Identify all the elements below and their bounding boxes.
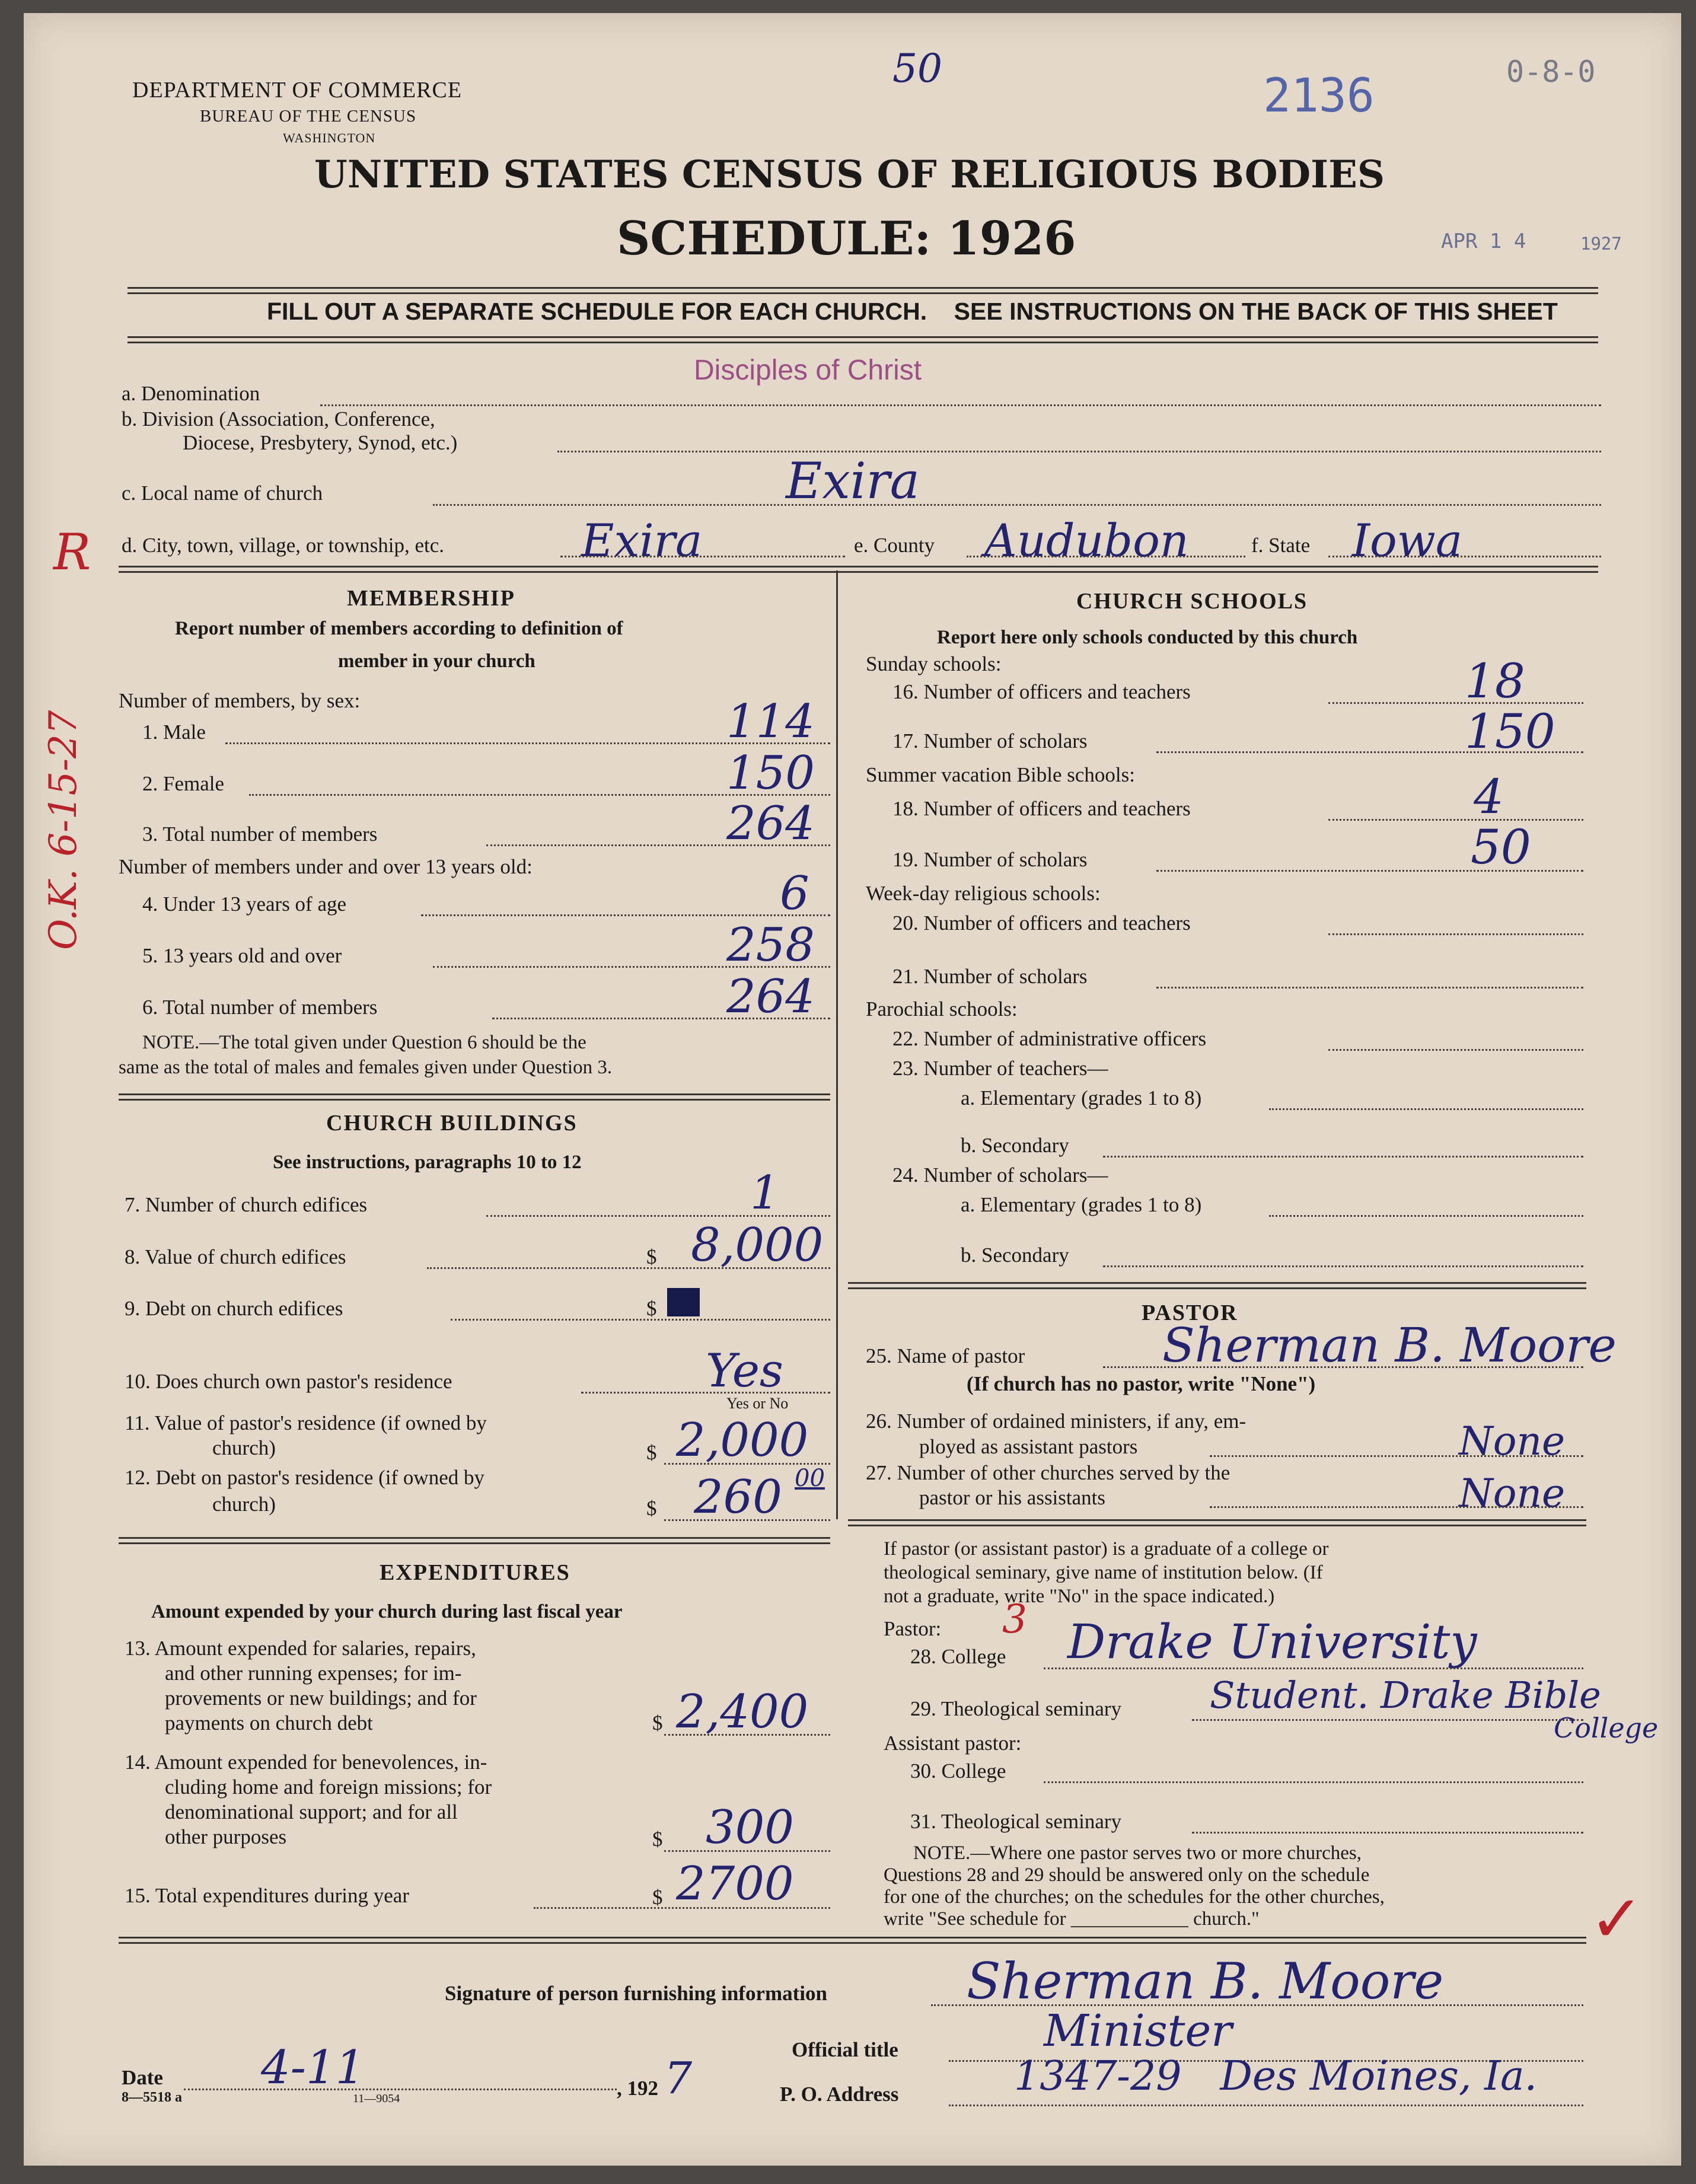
grad-note-2: theological seminary, give name of institution below. (If <box>884 1562 1323 1583</box>
date-value[interactable]: 4-11 <box>261 2041 365 2094</box>
official-title-label: Official title <box>792 2038 898 2061</box>
q16-value[interactable]: 18 <box>1465 653 1525 709</box>
q24-label: 24. Number of scholars— <box>892 1163 1108 1187</box>
q16-label: 16. Number of officers and teachers <box>892 680 1191 703</box>
q8-line <box>427 1267 830 1269</box>
q12-dollar: $ <box>646 1497 657 1520</box>
q13-line-4: payments on church debt <box>165 1711 373 1735</box>
margin-mark: R <box>53 523 91 581</box>
q12-line <box>664 1519 830 1521</box>
q23b-line <box>1103 1156 1583 1158</box>
q10-hint: Yes or No <box>726 1395 789 1412</box>
division-label-2: Diocese, Presbytery, Synod, etc.) <box>183 431 458 454</box>
q12-value[interactable]: 260 <box>694 1471 782 1524</box>
q28-line <box>1044 1668 1583 1669</box>
address-label: P. O. Address <box>780 2083 899 2106</box>
sunday-schools: Sunday schools: <box>866 652 1002 675</box>
q23-label: 23. Number of teachers— <box>892 1057 1108 1080</box>
q20-line <box>1328 933 1583 935</box>
q12-label-1: 12. Debt on pastor's residence (if owned by <box>125 1466 484 1489</box>
q15-dollar: $ <box>652 1886 663 1909</box>
membership-note-2: same as the total of males and females given under Question 3. <box>119 1057 613 1078</box>
q12-cents: 00 <box>795 1465 825 1492</box>
signature-line <box>931 2004 1583 2006</box>
q26-label-1: 26. Number of ordained ministers, if any, em- <box>866 1410 1247 1433</box>
pastor-note-2: Questions 28 and 29 should be answered only on the schedule <box>884 1864 1370 1886</box>
q8-value[interactable]: 8,000 <box>691 1219 824 1272</box>
schools-heading: CHURCH SCHOOLS <box>1076 589 1308 614</box>
q14-rule <box>664 1850 830 1852</box>
q3-value[interactable]: 264 <box>726 797 815 850</box>
q19-value[interactable]: 50 <box>1471 820 1531 875</box>
q14-value[interactable]: 300 <box>706 1801 794 1854</box>
q6-label: 6. Total number of members <box>142 996 378 1019</box>
city-line <box>560 556 845 557</box>
received-date-stamp: APR 1 4 <box>1441 229 1526 253</box>
file-code: 0-8-0 <box>1506 55 1596 89</box>
pastor-heading: PASTOR <box>1142 1300 1238 1325</box>
county-line <box>967 556 1245 557</box>
q13-value[interactable]: 2,400 <box>676 1685 809 1739</box>
bureau-name: BUREAU OF THE CENSUS <box>200 107 417 126</box>
form-title: UNITED STATES CENSUS OF RELIGIOUS BODIES <box>314 152 1385 197</box>
q10-label: 10. Does church own pastor's residence <box>125 1370 452 1393</box>
page-number: 50 <box>892 46 942 91</box>
q17-line <box>1156 751 1583 753</box>
q14-dollar: $ <box>652 1828 663 1851</box>
members-by-sex: Number of members, by sex: <box>119 689 361 712</box>
q31-label: 31. Theological seminary <box>910 1810 1122 1833</box>
form-number: 8—5518 a <box>122 2090 182 2105</box>
parochial-schools: Parochial schools: <box>866 997 1018 1021</box>
q6-value[interactable]: 264 <box>726 970 815 1024</box>
asst-pastor-sub: Assistant pastor: <box>884 1732 1022 1755</box>
q25-label: 25. Name of pastor <box>866 1344 1025 1367</box>
q25-line <box>1103 1366 1583 1368</box>
address-line <box>949 2105 1583 2106</box>
q24a-label: a. Elementary (grades 1 to 8) <box>961 1193 1202 1216</box>
q19-line <box>1156 870 1583 872</box>
buildings-rule <box>119 1537 830 1544</box>
column-divider <box>836 570 838 1519</box>
year-value[interactable]: 7 <box>664 2053 693 2104</box>
members-by-age: Number of members under and over 13 years old: <box>119 855 533 878</box>
q27-label-1: 27. Number of other churches served by the <box>866 1461 1230 1484</box>
q21-line <box>1156 987 1583 989</box>
q18-label: 18. Number of officers and teachers <box>892 797 1191 820</box>
q13-dollar: $ <box>652 1711 663 1735</box>
q27-line <box>1210 1506 1583 1508</box>
q23a-label: a. Elementary (grades 1 to 8) <box>961 1086 1202 1109</box>
pastor-note-4: write "See schedule for ____________ church." <box>884 1908 1260 1930</box>
pastor-note-1: NOTE.—Where one pastor serves two or more churches, <box>913 1842 1362 1864</box>
q3-label: 3. Total number of members <box>142 822 378 846</box>
grad-note-1: If pastor (or assistant pastor) is a graduate of a college or <box>884 1538 1329 1560</box>
q15-rule <box>534 1907 830 1909</box>
q13-line-3: provements or new buildings; and for <box>165 1686 477 1710</box>
q29-value-2: College <box>1554 1712 1659 1744</box>
q2-label: 2. Female <box>142 772 225 795</box>
q25-value[interactable]: Sherman B. Moore <box>1162 1318 1617 1373</box>
q28-value[interactable]: Drake University <box>1067 1614 1477 1669</box>
q18-line <box>1328 819 1583 821</box>
expenditures-heading: EXPENDITURES <box>380 1560 570 1585</box>
q24b-label: b. Secondary <box>961 1244 1069 1267</box>
city-value[interactable]: Exira <box>581 514 703 567</box>
q5-line <box>433 966 830 968</box>
state-value[interactable]: Iowa <box>1352 514 1463 567</box>
q1-line <box>225 742 830 744</box>
q17-value[interactable]: 150 <box>1465 704 1555 759</box>
q20-label: 20. Number of officers and teachers <box>892 911 1191 935</box>
q13-line-2: and other running expenses; for im- <box>165 1662 462 1685</box>
official-title-value[interactable]: Minister <box>1044 2006 1232 2057</box>
state-line <box>1328 556 1601 557</box>
local-name-line <box>433 504 1601 506</box>
q31-line <box>1192 1832 1583 1834</box>
q28-mark: 3 <box>1002 1596 1027 1642</box>
q27-label-2: pastor or his assistants <box>919 1486 1106 1509</box>
q26-label-2: ployed as assistant pastors <box>919 1435 1138 1458</box>
q22-label: 22. Number of administrative officers <box>892 1027 1207 1050</box>
date-label: Date <box>122 2066 163 2089</box>
local-name-label: c. Local name of church <box>122 482 323 505</box>
q11-value[interactable]: 2,000 <box>676 1414 809 1467</box>
q11-label-2: church) <box>212 1436 276 1459</box>
schools-sub: Report here only schools conducted by this church <box>937 627 1358 648</box>
q4-value[interactable]: 6 <box>780 867 809 920</box>
address-value[interactable]: 1347-29 Des Moines, Ia. <box>1014 2053 1538 2100</box>
q12-label-2: church) <box>212 1493 276 1516</box>
q18-value[interactable]: 4 <box>1474 769 1504 824</box>
county-label: e. County <box>854 534 935 557</box>
city-label: d. City, town, village, or township, etc. <box>122 534 445 557</box>
header-rule <box>127 287 1598 294</box>
q24a-line <box>1269 1215 1583 1217</box>
q14-line-3: denominational support; and for all <box>165 1800 458 1823</box>
county-value[interactable]: Audubon <box>984 514 1189 567</box>
q9-label: 9. Debt on church edifices <box>125 1297 343 1320</box>
q13-line-1: 13. Amount expended for salaries, repairs, <box>125 1637 476 1660</box>
q30-label: 30. College <box>910 1759 1006 1783</box>
date-line <box>184 2089 617 2090</box>
q17-label: 17. Number of scholars <box>892 729 1088 753</box>
q22-line <box>1328 1049 1583 1051</box>
q14-line-4: other purposes <box>165 1825 287 1848</box>
division-line <box>557 451 1601 452</box>
membership-heading: MEMBERSHIP <box>347 586 515 611</box>
check-mark: ✓ <box>1589 1881 1644 1957</box>
q29-line <box>1192 1719 1583 1721</box>
q11-dollar: $ <box>646 1441 657 1464</box>
q7-label: 7. Number of church edifices <box>125 1193 368 1216</box>
q3-line <box>486 844 830 846</box>
q8-label: 8. Value of church edifices <box>125 1245 346 1268</box>
q15-label: 15. Total expenditures during year <box>125 1884 409 1907</box>
q23a-line <box>1269 1108 1583 1110</box>
q29-label: 29. Theological seminary <box>910 1697 1122 1720</box>
q13-rule <box>664 1734 830 1736</box>
division-label-1: b. Division (Association, Conference, <box>122 407 435 431</box>
q26-line <box>1210 1455 1583 1457</box>
q4-line <box>421 914 830 916</box>
expenditures-sub: Amount expended by your church during last fiscal year <box>151 1601 623 1622</box>
instruction-rule <box>127 336 1598 343</box>
q21-label: 21. Number of scholars <box>892 965 1088 988</box>
q7-line <box>486 1215 830 1217</box>
q7-value[interactable]: 1 <box>750 1166 780 1220</box>
membership-note-1: NOTE.—The total given under Question 6 should be the <box>142 1032 586 1053</box>
stamp-number: 2136 <box>1263 69 1375 123</box>
denomination-label: a. Denomination <box>122 382 260 405</box>
footer-rule <box>119 1937 1586 1944</box>
q10-value[interactable]: Yes <box>706 1344 783 1398</box>
summer-schools: Summer vacation Bible schools: <box>866 763 1135 786</box>
q1-value[interactable]: 114 <box>726 695 815 748</box>
local-name-value[interactable]: Exira <box>786 452 920 510</box>
membership-rule <box>119 1093 830 1101</box>
q24b-line <box>1103 1265 1583 1267</box>
q5-label: 5. 13 years old and over <box>142 944 342 967</box>
info-rule <box>119 566 1598 573</box>
membership-sub-2: member in your church <box>338 651 535 672</box>
signature-label: Signature of person furnishing information <box>445 1982 827 2005</box>
state-label: f. State <box>1251 534 1311 557</box>
denomination-line <box>320 404 1601 406</box>
q14-line-1: 14. Amount expended for benevolences, in- <box>125 1751 487 1774</box>
q14-line-2: cluding home and foreign missions; for <box>165 1775 492 1799</box>
q29-value[interactable]: Student. Drake Bible <box>1210 1673 1601 1717</box>
q27-value[interactable]: None <box>1459 1471 1566 1516</box>
year-prefix: , 192 <box>617 2077 658 2100</box>
weekday-schools: Week-day religious schools: <box>866 882 1101 905</box>
q9-dollar: $ <box>646 1297 657 1320</box>
q19-label: 19. Number of scholars <box>892 848 1088 871</box>
schedule-instruction: FILL OUT A SEPARATE SCHEDULE FOR EACH CHURCH. SEE INSTRUCTIONS ON THE BACK OF THIS SHEET <box>267 298 1558 325</box>
schools-rule <box>848 1282 1586 1289</box>
department-name: DEPARTMENT OF COMMERCE <box>132 78 463 103</box>
pastor-note-3: for one of the churches; on the schedules for the other churches, <box>884 1886 1385 1908</box>
q5-value[interactable]: 258 <box>726 919 815 972</box>
denomination-value[interactable]: Disciples of Christ <box>694 355 922 386</box>
membership-sub-1: Report number of members according to definition of <box>175 618 623 639</box>
q30-line <box>1044 1781 1583 1783</box>
census-schedule-sheet <box>24 13 1681 2166</box>
q1-label: 1. Male <box>142 720 206 744</box>
buildings-heading: CHURCH BUILDINGS <box>326 1111 578 1136</box>
signature-value[interactable]: Sherman B. Moore <box>967 1952 1444 2010</box>
print-number: 11—9054 <box>353 2092 400 2105</box>
grad-note-3: not a graduate, write "No" in the space indicated.) <box>884 1586 1275 1607</box>
received-year-stamp: 1927 <box>1580 234 1622 254</box>
q8-dollar: $ <box>646 1245 657 1268</box>
q11-label-1: 11. Value of pastor's residence (if owned by <box>125 1411 487 1434</box>
q2-value[interactable]: 150 <box>726 747 815 800</box>
pastor-rule <box>848 1519 1586 1526</box>
pastor-sub: Pastor: <box>884 1617 942 1640</box>
q23b-label: b. Secondary <box>961 1134 1069 1157</box>
q28-label: 28. College <box>910 1645 1006 1668</box>
q9-ink-blot <box>667 1288 700 1316</box>
city-name: WASHINGTON <box>283 130 376 145</box>
q4-label: 4. Under 13 years of age <box>142 892 347 916</box>
q10-line <box>581 1392 830 1394</box>
q26-value[interactable]: None <box>1459 1418 1566 1464</box>
q6-line <box>492 1018 830 1019</box>
q15-value[interactable]: 2700 <box>676 1857 794 1911</box>
q9-line <box>451 1319 830 1321</box>
buildings-sub: See instructions, paragraphs 10 to 12 <box>273 1152 582 1173</box>
q25-hint: (If church has no pastor, write "None") <box>967 1372 1316 1395</box>
schedule-title: SCHEDULE: 1926 <box>617 212 1076 266</box>
q2-line <box>249 794 830 796</box>
ok-margin-note: O.K. 6-15-27 <box>42 710 85 950</box>
